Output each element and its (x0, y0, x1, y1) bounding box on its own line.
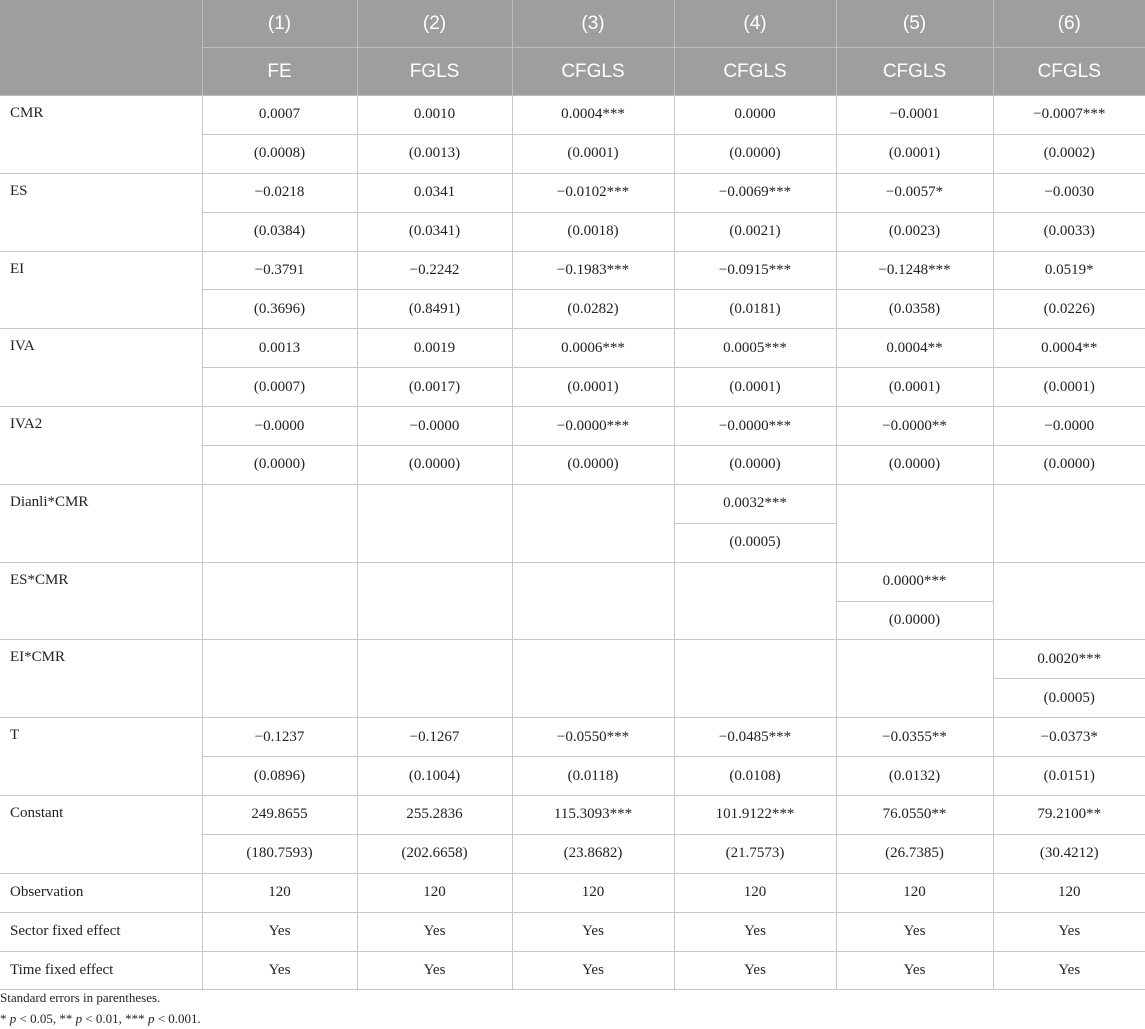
empty-cell (993, 484, 1145, 562)
cell-value: Yes (202, 912, 357, 951)
empty-cell (202, 562, 357, 640)
cell-value: Yes (202, 951, 357, 990)
col-method-6: CFGLS (993, 48, 1145, 96)
cell-coef: 79.2100** (993, 796, 1145, 835)
cell-value: Yes (512, 951, 674, 990)
row-label-es-cmr: ES*CMR (0, 562, 202, 640)
cell-se: (0.0282) (512, 290, 674, 329)
row-label-iva2: IVA2 (0, 407, 202, 485)
cell-value: Yes (836, 912, 993, 951)
note-threshold-1: < 0.05, ** (16, 1011, 76, 1026)
cell-coef: −0.0355** (836, 718, 993, 757)
empty-cell (202, 484, 357, 562)
cell-value: Yes (993, 912, 1145, 951)
cell-se: (26.7385) (836, 834, 993, 873)
cell-coef: 249.8655 (202, 796, 357, 835)
col-number-5: (5) (836, 0, 993, 48)
empty-cell (836, 640, 993, 718)
empty-cell (357, 640, 512, 718)
note-threshold-2: < 0.01, *** (82, 1011, 148, 1026)
col-method-3: CFGLS (512, 48, 674, 96)
empty-cell (202, 640, 357, 718)
empty-cell (512, 640, 674, 718)
cell-coef: 115.3093*** (512, 796, 674, 835)
cell-se: (0.0013) (357, 134, 512, 173)
cell-coef: 0.0010 (357, 96, 512, 135)
table-row (0, 562, 1145, 601)
table-row (0, 173, 1145, 212)
table-row (0, 912, 1145, 951)
cell-coef: 0.0005*** (674, 329, 836, 368)
cell-coef: −0.0373* (993, 718, 1145, 757)
cell-se: (0.0001) (836, 368, 993, 407)
cell-se: (0.0151) (993, 757, 1145, 796)
cell-coef: 101.9122*** (674, 796, 836, 835)
cell-value: Yes (512, 912, 674, 951)
cell-coef: 0.0341 (357, 173, 512, 212)
col-method-5: CFGLS (836, 48, 993, 96)
cell-se: (180.7593) (202, 834, 357, 873)
table-row (0, 951, 1145, 990)
table-row (0, 251, 1145, 290)
cell-se: (0.0132) (836, 757, 993, 796)
table-row (0, 796, 1145, 835)
col-number-3: (3) (512, 0, 674, 48)
row-label-ei: EI (0, 251, 202, 329)
cell-coef: −0.2242 (357, 251, 512, 290)
cell-se: (21.7573) (674, 834, 836, 873)
table-row (0, 484, 1145, 523)
cell-coef: −0.1983*** (512, 251, 674, 290)
cell-se: (0.0118) (512, 757, 674, 796)
cell-se: (30.4212) (993, 834, 1145, 873)
cell-coef: 0.0013 (202, 329, 357, 368)
cell-coef: −0.0000 (202, 407, 357, 446)
cell-value: Yes (357, 951, 512, 990)
note-p-1: p (9, 1011, 17, 1026)
note-threshold-3: < 0.001. (154, 1011, 201, 1026)
cell-coef: −0.0550*** (512, 718, 674, 757)
table-row (0, 96, 1145, 135)
cell-coef: −0.0000 (993, 407, 1145, 446)
cell-coef: −0.0485*** (674, 718, 836, 757)
cell-coef: −0.3791 (202, 251, 357, 290)
header-corner (0, 0, 202, 96)
cell-coef: 0.0000 (674, 96, 836, 135)
empty-cell (674, 640, 836, 718)
cell-se: (0.0000) (357, 446, 512, 485)
cell-coef: −0.0102*** (512, 173, 674, 212)
cell-value: Yes (674, 951, 836, 990)
cell-se: (0.0007) (202, 368, 357, 407)
empty-cell (512, 562, 674, 640)
cell-se: (0.0226) (993, 290, 1145, 329)
cell-se: (0.0017) (357, 368, 512, 407)
cell-value: 120 (993, 873, 1145, 912)
cell-value: 120 (512, 873, 674, 912)
cell-coef: 0.0032*** (674, 484, 836, 523)
empty-cell (993, 562, 1145, 640)
empty-cell (836, 484, 993, 562)
cell-se: (0.0000) (993, 446, 1145, 485)
row-label-dianli-cmr: Dianli*CMR (0, 484, 202, 562)
row-label-ei-cmr: EI*CMR (0, 640, 202, 718)
cell-value: Yes (674, 912, 836, 951)
cell-coef: 0.0020*** (993, 640, 1145, 679)
table-row (0, 407, 1145, 446)
note-star-1: * (0, 1011, 10, 1026)
empty-cell (357, 484, 512, 562)
cell-se: (0.1004) (357, 757, 512, 796)
cell-se: (0.0000) (512, 446, 674, 485)
row-label-es: ES (0, 173, 202, 251)
cell-coef: −0.0000*** (512, 407, 674, 446)
cell-coef: 0.0019 (357, 329, 512, 368)
cell-coef: −0.0057* (836, 173, 993, 212)
col-method-4: CFGLS (674, 48, 836, 96)
row-label-t: T (0, 718, 202, 796)
col-number-6: (6) (993, 0, 1145, 48)
note-standard-errors: Standard errors in parentheses. (0, 990, 161, 1005)
cell-coef: −0.0030 (993, 173, 1145, 212)
empty-cell (674, 562, 836, 640)
cell-se: (0.0001) (836, 134, 993, 173)
cell-value: 120 (202, 873, 357, 912)
cell-se: (0.0021) (674, 212, 836, 251)
cell-coef: 0.0519* (993, 251, 1145, 290)
col-number-1: (1) (202, 0, 357, 48)
cell-se: (0.0000) (836, 601, 993, 640)
cell-se: (0.0033) (993, 212, 1145, 251)
cell-value: Yes (836, 951, 993, 990)
cell-se: (0.0005) (674, 523, 836, 562)
cell-coef: 0.0004** (993, 329, 1145, 368)
table-notes (0, 987, 201, 1029)
cell-coef: −0.0000** (836, 407, 993, 446)
cell-se: (0.0384) (202, 212, 357, 251)
table-row (0, 640, 1145, 679)
cell-coef: −0.1248*** (836, 251, 993, 290)
row-label-cmr: CMR (0, 96, 202, 174)
cell-value: Yes (357, 912, 512, 951)
cell-se: (0.8491) (357, 290, 512, 329)
cell-se: (0.0001) (993, 368, 1145, 407)
cell-se: (0.3696) (202, 290, 357, 329)
cell-se: (0.0358) (836, 290, 993, 329)
row-label-observation: Observation (0, 873, 202, 912)
table-row (0, 329, 1145, 368)
cell-se: (0.0181) (674, 290, 836, 329)
cell-coef: 0.0007 (202, 96, 357, 135)
table-row (0, 873, 1145, 912)
cell-se: (0.0001) (512, 134, 674, 173)
cell-coef: 0.0004** (836, 329, 993, 368)
cell-value: Yes (993, 951, 1145, 990)
cell-se: (0.0341) (357, 212, 512, 251)
row-label-iva: IVA (0, 329, 202, 407)
cell-se: (0.0000) (202, 446, 357, 485)
table-row (0, 718, 1145, 757)
cell-coef: −0.0915*** (674, 251, 836, 290)
cell-se: (0.0005) (993, 679, 1145, 718)
cell-se: (0.0002) (993, 134, 1145, 173)
cell-se: (0.0008) (202, 134, 357, 173)
cell-se: (0.0001) (512, 368, 674, 407)
cell-coef: −0.1237 (202, 718, 357, 757)
cell-coef: 255.2836 (357, 796, 512, 835)
cell-coef: 0.0004*** (512, 96, 674, 135)
cell-coef: −0.0000*** (674, 407, 836, 446)
cell-value: 120 (357, 873, 512, 912)
row-label-time-fe: Time fixed effect (0, 951, 202, 990)
col-number-4: (4) (674, 0, 836, 48)
cell-coef: −0.0001 (836, 96, 993, 135)
row-label-constant: Constant (0, 796, 202, 874)
cell-value: 120 (836, 873, 993, 912)
cell-se: (0.0001) (674, 368, 836, 407)
cell-coef: 0.0000*** (836, 562, 993, 601)
cell-coef: −0.0007*** (993, 96, 1145, 135)
empty-cell (357, 562, 512, 640)
cell-coef: −0.0000 (357, 407, 512, 446)
cell-value: 120 (674, 873, 836, 912)
col-number-2: (2) (357, 0, 512, 48)
header-row-numbers (0, 0, 1145, 48)
cell-coef: −0.1267 (357, 718, 512, 757)
cell-coef: −0.0069*** (674, 173, 836, 212)
col-method-2: FGLS (357, 48, 512, 96)
cell-se: (202.6658) (357, 834, 512, 873)
note-p-2: p (75, 1011, 83, 1026)
col-method-1: FE (202, 48, 357, 96)
cell-se: (0.0108) (674, 757, 836, 796)
cell-se: (0.0023) (836, 212, 993, 251)
empty-cell (512, 484, 674, 562)
cell-coef: −0.0218 (202, 173, 357, 212)
cell-coef: 0.0006*** (512, 329, 674, 368)
cell-se: (0.0896) (202, 757, 357, 796)
row-label-sector-fe: Sector fixed effect (0, 912, 202, 951)
cell-se: (0.0000) (674, 446, 836, 485)
cell-se: (0.0018) (512, 212, 674, 251)
cell-coef: 76.0550** (836, 796, 993, 835)
cell-se: (0.0000) (674, 134, 836, 173)
note-p-3: p (147, 1011, 155, 1026)
cell-se: (0.0000) (836, 446, 993, 485)
cell-se: (23.8682) (512, 834, 674, 873)
